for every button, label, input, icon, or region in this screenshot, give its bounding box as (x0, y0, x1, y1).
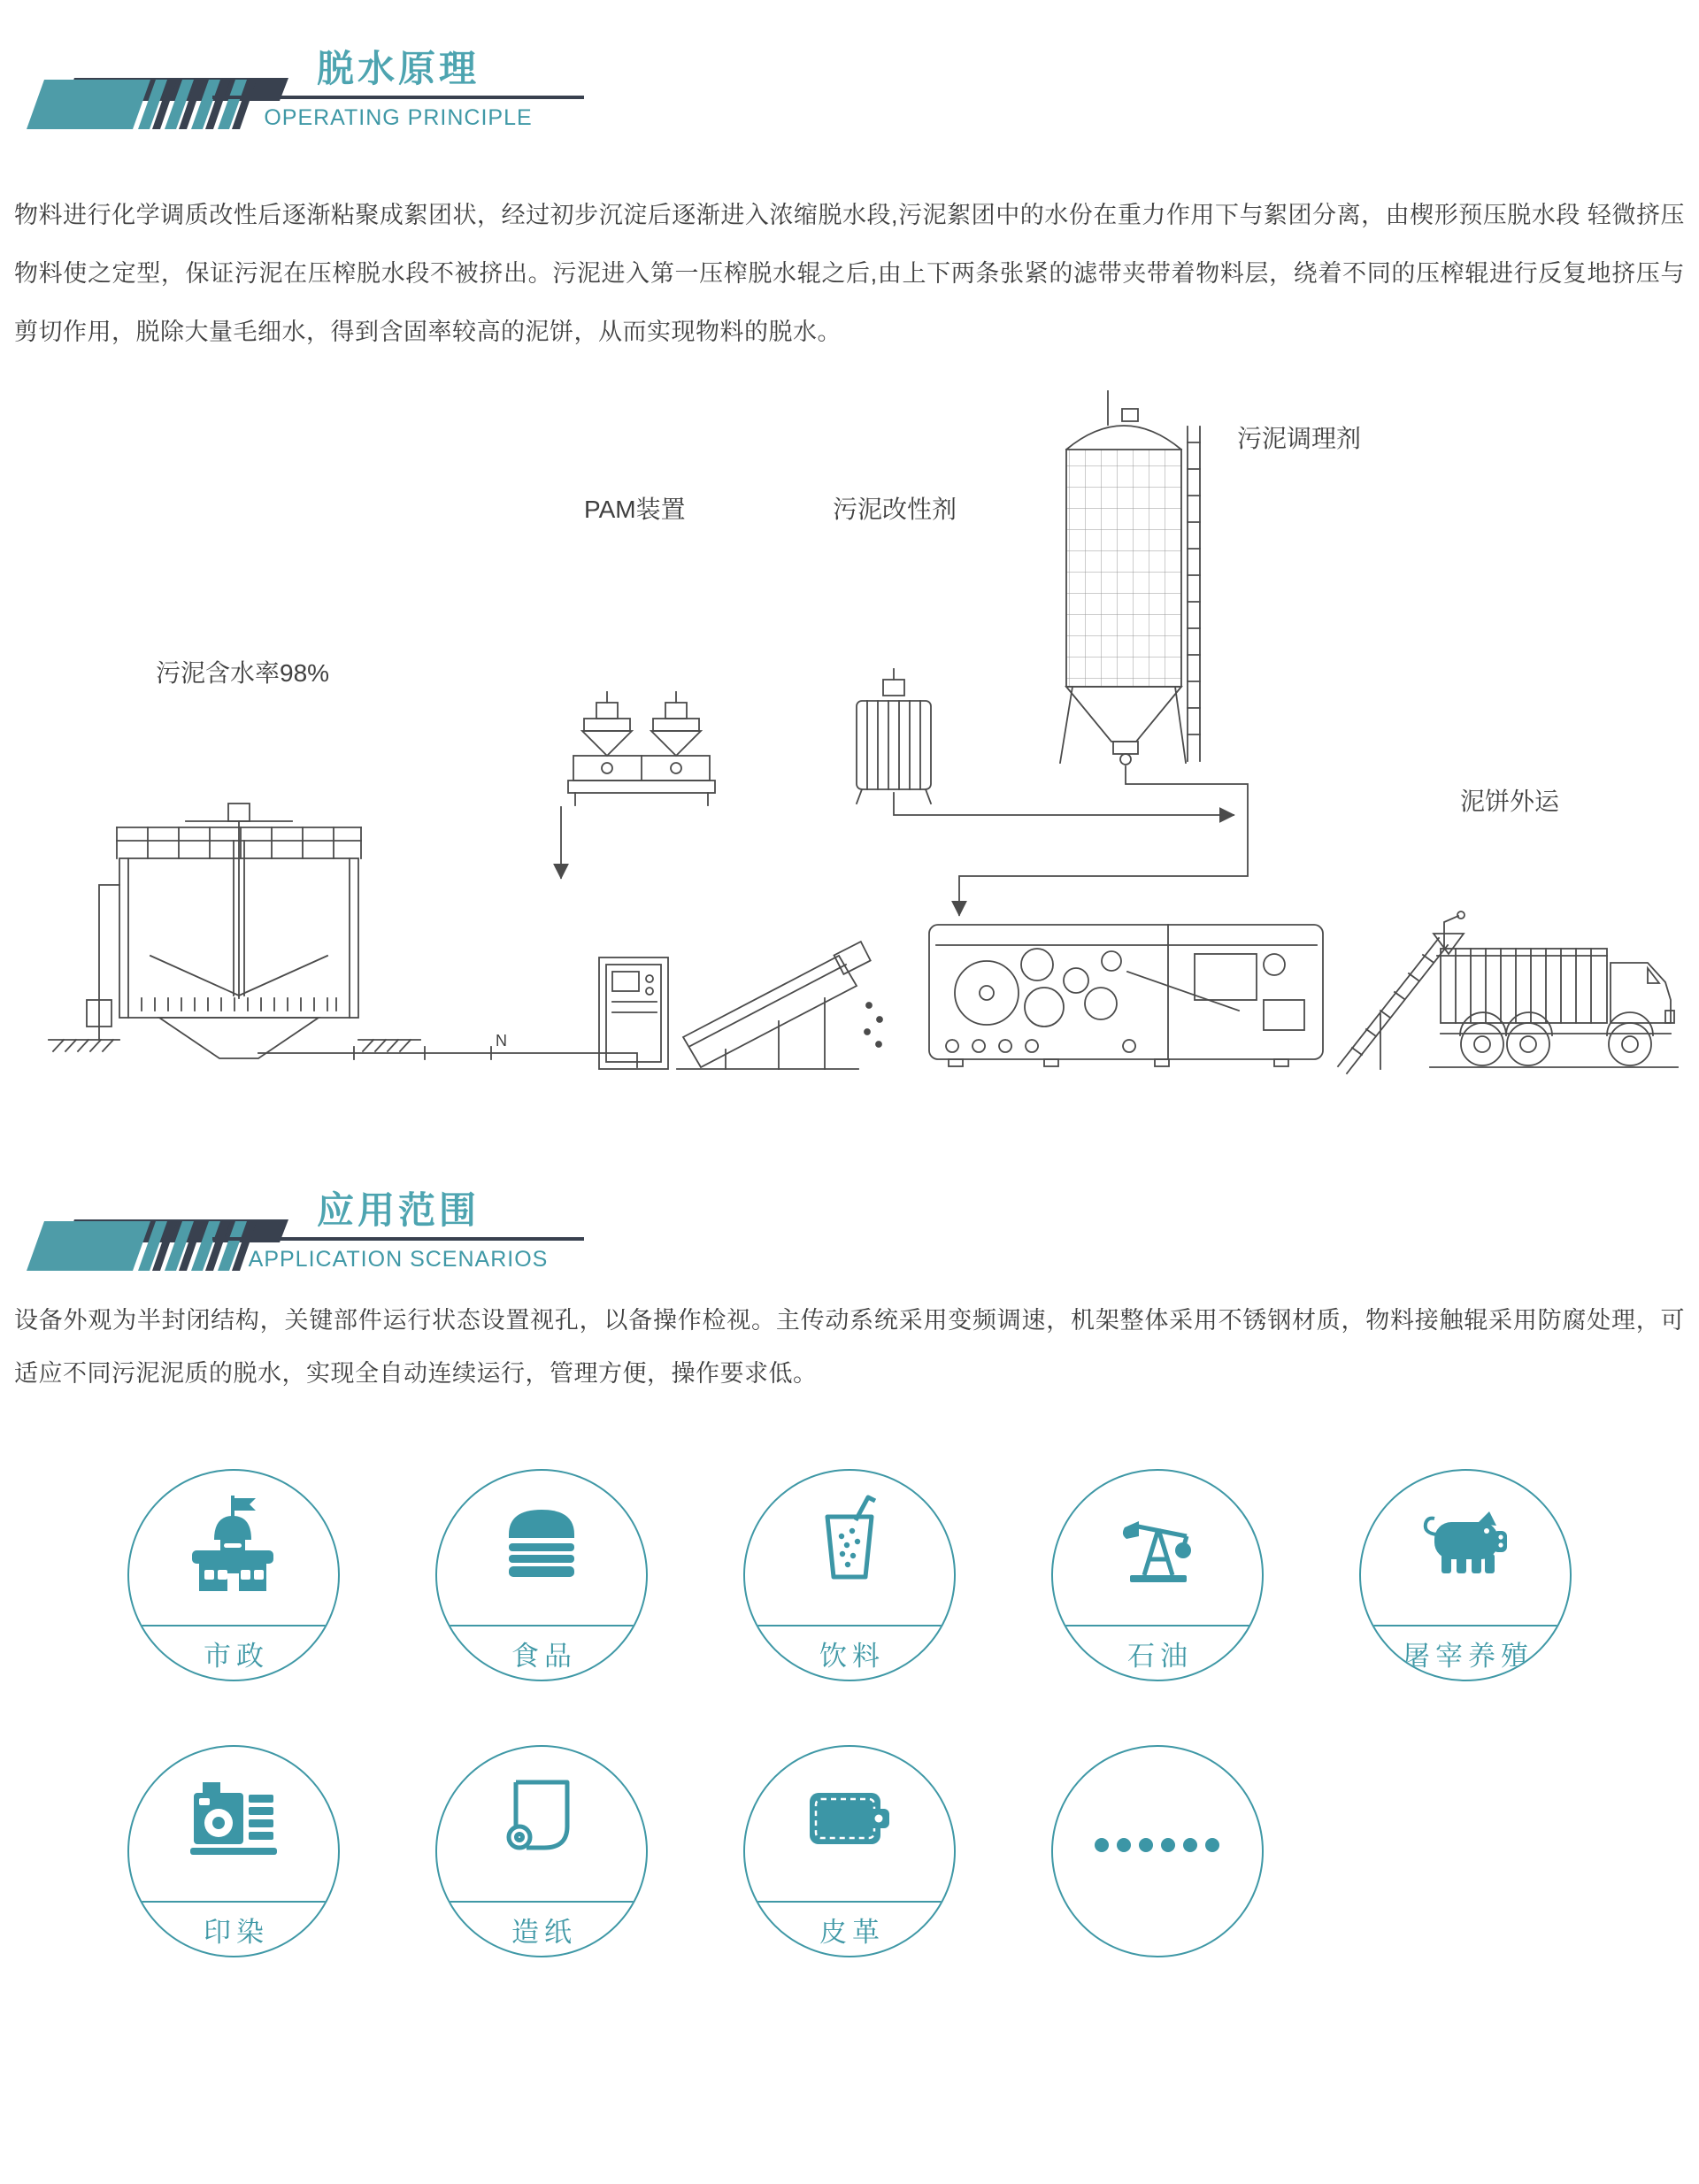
scenario-petroleum (1051, 1469, 1264, 1681)
label-pam-device: PAM装置 (584, 496, 686, 523)
beverage-icon (801, 1494, 898, 1596)
scenario-label: 皮革 (819, 1917, 885, 1948)
government-building-icon (185, 1494, 282, 1596)
principle-section-header (0, 46, 1699, 145)
modifier-tank-drawing (857, 669, 931, 804)
dump-truck-drawing (1430, 911, 1678, 1067)
pam-dosing-unit-drawing (568, 692, 715, 805)
title-underline (212, 1237, 584, 1241)
principle-title: 脱水原理 (316, 48, 480, 89)
wallet-icon (801, 1770, 898, 1872)
thickener-tank-drawing (49, 804, 637, 1067)
silo-discharge-pipe (959, 766, 1248, 915)
scenario-label: 印染 (204, 1917, 269, 1948)
circle-divider (745, 1901, 954, 1903)
scenario-leather (743, 1745, 956, 1957)
application-title: 应用范围 (316, 1189, 480, 1231)
principle-paragraph: 物料进行化学调质改性后逐渐粘聚成絮团状，经过初步沉淀后逐渐进入浓缩脱水段,污泥絮团中的水份在重力作用下与絮团分离，由楔形预压脱水段 轻微挤压物料使之定型，保证污泥在压榨脱水段不被挤出。污泥进入第一压榨脱水辊之后,由上下两条张紧的滤带夹带着物料层，绕着不同的压榨辊进行反复地挤压与剪切作用，脱除大量毛细水，得到含固率较高的泥饼，从而实现物料的脱水。 (14, 202, 1685, 345)
application-paragraph: 设备外观为半封闭结构，关键部件运行状态设置视孔，以备操作检视。主传动系统采用变频调速，机架整体采用不锈钢材质，物料接触辊采用防腐处理，可适应不同污泥泥质的脱水，实现全自动连续运行，管理方便，操作要求低。 (14, 1307, 1685, 1387)
circle-divider (745, 1625, 954, 1626)
belt-filter-press-drawing (929, 925, 1323, 1066)
scenario-food (435, 1469, 648, 1681)
circle-divider (129, 1901, 338, 1903)
scenario-slaughter-breeding (1359, 1469, 1572, 1681)
ellipsis-icon (1094, 1837, 1221, 1857)
scenario-label: 市政 (204, 1641, 269, 1672)
oil-pump-icon (1109, 1494, 1206, 1596)
label-sludge-conditioner: 污泥调理剂 (1237, 425, 1362, 452)
label-sludge-modifier: 污泥改性剂 (833, 496, 957, 523)
circle-divider (437, 1625, 646, 1626)
circle-divider (1361, 1625, 1570, 1626)
scenario-papermaking (435, 1745, 648, 1957)
circle-divider (437, 1901, 646, 1903)
scenario-label: 屠宰养殖 (1403, 1641, 1534, 1672)
scenario-label: 食品 (511, 1641, 577, 1672)
circle-divider (129, 1625, 338, 1626)
label-pipe-mark: N (496, 1032, 507, 1050)
conditioner-silo-drawing (1060, 391, 1200, 765)
scenario-beverage (743, 1469, 956, 1681)
incline-conveyor-drawing (1338, 934, 1464, 1073)
burger-icon (493, 1494, 590, 1596)
application-subtitle: APPLICATION SCENARIOS (248, 1246, 549, 1272)
scenario-row-1 (0, 1469, 1699, 1681)
screw-press-drawing (599, 942, 882, 1069)
modifier-flow-arrow (894, 793, 1234, 815)
principle-subtitle: OPERATING PRINCIPLE (264, 104, 533, 130)
scenario-row-2 (0, 1745, 1699, 1957)
scenario-municipal (127, 1469, 340, 1681)
label-cake-transport: 泥饼外运 (1460, 788, 1560, 815)
paper-icon (493, 1770, 590, 1872)
scenario-label: 饮料 (819, 1641, 885, 1672)
process-flow-diagram (18, 381, 1681, 1080)
label-sludge-moisture: 污泥含水率98% (156, 659, 330, 687)
scenario-more (1051, 1745, 1264, 1957)
application-scenarios (0, 1469, 1699, 1957)
scenario-dyeing (127, 1745, 340, 1957)
pig-icon (1417, 1494, 1514, 1596)
scenario-label: 造纸 (511, 1917, 577, 1948)
title-underline (212, 96, 584, 99)
application-section-header (0, 1188, 1699, 1287)
dyeing-machine-icon (185, 1770, 282, 1872)
circle-divider (1053, 1625, 1262, 1626)
scenario-label: 石油 (1127, 1641, 1193, 1672)
